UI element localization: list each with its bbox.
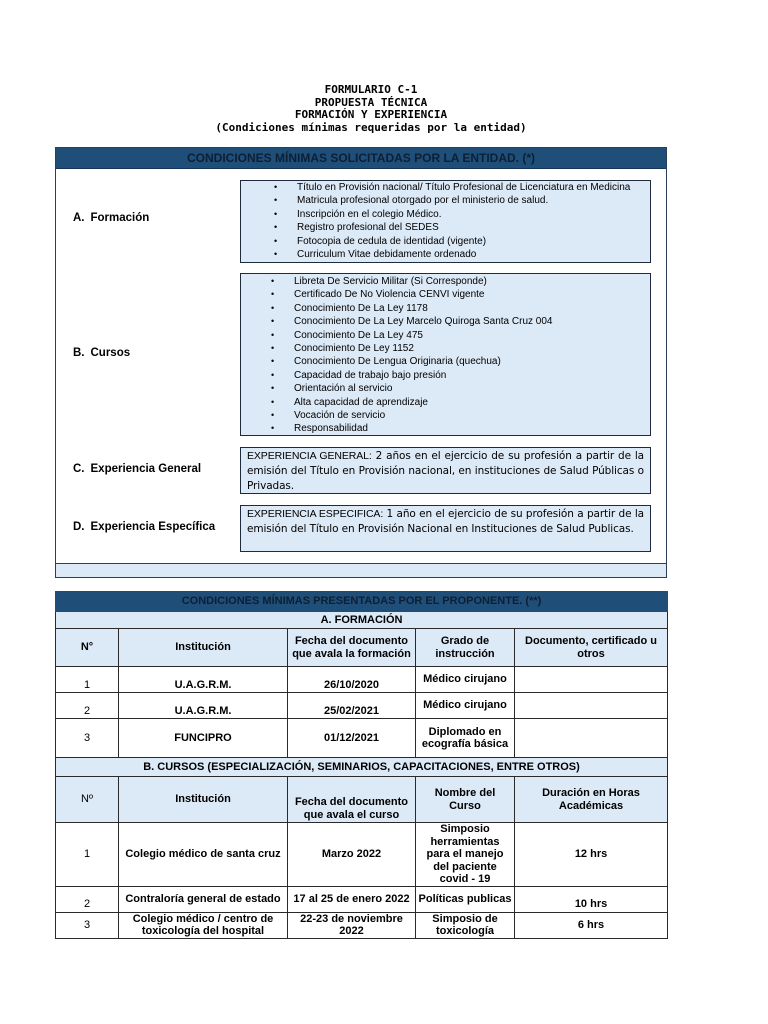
formacion-requirements-panel	[240, 180, 651, 263]
requirement-item	[241, 221, 650, 234]
row-grado: Médico cirujano	[416, 667, 515, 693]
bullet-icon: •	[274, 222, 278, 233]
row-number: 2	[56, 693, 119, 719]
requirement-item	[241, 396, 650, 409]
requirement-item	[241, 369, 650, 382]
requirement-text: Registro profesional del SEDES	[297, 222, 439, 234]
form-code: FORMULARIO C-1	[324, 83, 418, 96]
row-fecha: 17 al 25 de enero 2022	[288, 886, 416, 912]
experiencia-general-label: C. Experiencia General	[73, 463, 202, 475]
bullet-icon: •	[271, 276, 275, 286]
form-section-title: FORMACIÓN Y EXPERIENCIA	[294, 108, 448, 121]
col-nombre-curso: Nombre del Curso	[416, 777, 515, 823]
row-institucion: U.A.G.R.M.	[119, 667, 288, 693]
row-grado: Diplomado en ecografía básica	[416, 719, 515, 758]
requirement-text: Título en Provisión nacional/ Título Profesional de Licenciatura en Medicina	[297, 182, 631, 193]
col-numero: N°	[56, 629, 119, 667]
row-institucion: Colegio médico / centro de toxicología del hospital	[119, 912, 288, 938]
formacion-section-row	[56, 612, 668, 629]
cursos-section-row	[56, 758, 668, 777]
row-number: 1	[56, 667, 119, 693]
requirement-text: Conocimiento De Ley 1152	[294, 342, 414, 354]
requirement-text: Conocimiento De La Ley Marcelo Quiroga Santa Cruz 004	[294, 316, 553, 328]
row-documento	[515, 667, 668, 693]
row-nombre-curso: Políticas publicas	[416, 886, 515, 912]
requirement-item	[241, 235, 650, 248]
cursos-requirements-panel	[240, 273, 651, 436]
row-fecha: 25/02/2021	[288, 693, 416, 719]
bullet-icon: •	[274, 208, 278, 219]
requirement-text: Conocimiento De Lengua Originaria (quechua)	[294, 356, 501, 368]
formacion-requirements-list	[241, 181, 650, 261]
requirement-text: Conocimiento De La Ley 475	[294, 329, 423, 341]
requirement-item	[241, 288, 650, 301]
bullet-icon: •	[271, 342, 275, 353]
conditions-requested-box	[55, 147, 667, 578]
row-documento	[515, 693, 668, 719]
requirement-text: Responsabilidad	[294, 423, 368, 435]
requirement-text: Matricula profesional otorgado por el ministerio de salud.	[297, 195, 549, 207]
row-number: 3	[56, 719, 119, 758]
row-duracion: 12 hrs	[515, 823, 668, 887]
requirement-text: Curriculum Vitae debidamente ordenado	[297, 248, 477, 260]
requirement-text: Certificado De No Violencia CENVI vigente	[294, 289, 485, 301]
requirement-item	[241, 409, 650, 422]
form-note: (Condiciones mínimas requeridas por la entidad)	[215, 120, 527, 134]
requirement-text: Orientación al servicio	[294, 383, 393, 395]
requirement-item	[241, 208, 650, 221]
cursos-column-headers	[56, 777, 668, 823]
form-subtitle: PROPUESTA TÉCNICA	[314, 95, 428, 109]
row-number: 2	[56, 886, 119, 912]
col-duracion: Duración en Horas Académicas	[515, 777, 668, 823]
table-row	[56, 667, 668, 693]
requirement-item	[241, 275, 650, 288]
bullet-icon: •	[271, 356, 275, 367]
formacion-label: A. Formación	[73, 212, 150, 224]
col-fecha: Fecha del documento que avala la formación	[288, 629, 416, 667]
row-grado: Médico cirujano	[416, 693, 515, 719]
bullet-icon: •	[271, 316, 275, 327]
row-fecha: 22-23 de noviembre 2022	[288, 912, 416, 938]
requirement-item	[241, 422, 650, 435]
requirement-item	[241, 248, 650, 261]
row-nombre-curso: Simposio herramientas para el manejo del paciente covid - 19	[416, 823, 515, 887]
form-title-block	[0, 84, 742, 134]
experiencia-especifica-label: D. Experiencia Específica	[73, 521, 216, 533]
requirement-item	[241, 315, 650, 328]
col-institucion: Institución	[119, 777, 288, 823]
row-nombre-curso: Simposio de toxicología	[416, 912, 515, 938]
table-row	[56, 719, 668, 758]
cursos-label: B. Cursos	[73, 347, 131, 359]
box-footer-band	[56, 563, 666, 577]
requirement-item	[241, 329, 650, 342]
bullet-icon: •	[274, 248, 278, 259]
cursos-requirements-list	[241, 274, 650, 436]
bullet-icon: •	[271, 396, 275, 407]
requirement-text: Capacidad de trabajo bajo presión	[294, 369, 447, 381]
bullet-icon: •	[271, 409, 275, 420]
experiencia-especifica-text: EXPERIENCIA ESPECIFICA: 1 año en el ejercicio de su profesión a partir de la emisión del Título en Provisión Nacional en Instituciones de Salud Publicas.	[240, 505, 651, 552]
row-institucion: U.A.G.R.M.	[119, 693, 288, 719]
row-fecha: 26/10/2020	[288, 667, 416, 693]
col-fecha: Fecha del documento que avala el curso	[288, 777, 416, 823]
row-duracion: 6 hrs	[515, 912, 668, 938]
col-documento: Documento, certificado u otros	[515, 629, 668, 667]
experiencia-general-text: EXPERIENCIA GENERAL: 2 años en el ejercicio de su profesión a partir de la emisión del Título en Provisión nacional, en instituciones de Salud Públicas o Privadas.	[240, 447, 651, 494]
requirement-item	[241, 355, 650, 368]
requirement-text: Conocimiento De La Ley 1178	[294, 302, 428, 314]
requirement-text: Fotocopia de cedula de identidad (vigente)	[297, 235, 487, 247]
row-institucion: FUNCIPRO	[119, 719, 288, 758]
bullet-icon: •	[271, 383, 275, 394]
bullet-icon: •	[271, 289, 275, 300]
row-institucion: Colegio médico de santa cruz	[119, 823, 288, 887]
presented-header-row	[56, 592, 668, 612]
bullet-icon: •	[271, 302, 275, 313]
requirement-text: Alta capacidad de aprendizaje	[294, 396, 428, 408]
bullet-icon: •	[271, 329, 275, 340]
requirement-item	[241, 194, 650, 207]
conditions-requested-header: CONDICIONES MÍNIMAS SOLICITADAS POR LA ENTIDAD. (*)	[56, 148, 666, 169]
bullet-icon: •	[271, 369, 275, 380]
conditions-presented-header: CONDICIONES MÍNIMAS PRESENTADAS POR EL PROPONENTE. (**)	[56, 592, 668, 612]
table-row	[56, 693, 668, 719]
bullet-icon: •	[274, 182, 278, 192]
requirement-text: Vocación de servicio	[294, 409, 386, 421]
bullet-icon: •	[274, 235, 278, 246]
row-number: 1	[56, 823, 119, 887]
col-grado: Grado de instrucción	[416, 629, 515, 667]
conditions-presented-table	[55, 591, 668, 939]
row-duracion: 10 hrs	[515, 886, 668, 912]
row-number: 3	[56, 912, 119, 938]
table-row	[56, 823, 668, 887]
row-fecha: 01/12/2021	[288, 719, 416, 758]
bullet-icon: •	[274, 195, 278, 206]
row-fecha: Marzo 2022	[288, 823, 416, 887]
cursos-section-title: B. CURSOS (ESPECIALIZACIÓN, SEMINARIOS, CAPACITACIONES, ENTRE OTROS)	[56, 758, 668, 777]
requirement-item	[241, 342, 650, 355]
requirement-text: Libreta De Servicio Militar (Si Corresponde)	[294, 276, 487, 287]
requirement-item	[241, 302, 650, 315]
table-row	[56, 912, 668, 938]
formacion-column-headers	[56, 629, 668, 667]
row-institucion: Contraloría general de estado	[119, 886, 288, 912]
requirement-item	[241, 382, 650, 395]
col-numero: Nº	[56, 777, 119, 823]
row-documento	[515, 719, 668, 758]
requirement-item	[241, 181, 650, 194]
requirement-text: Inscripción en el colegio Médico.	[297, 208, 442, 220]
table-row	[56, 886, 668, 912]
bullet-icon: •	[271, 423, 275, 434]
formacion-section-title: A. FORMACIÓN	[56, 612, 668, 629]
col-institucion: Institución	[119, 629, 288, 667]
